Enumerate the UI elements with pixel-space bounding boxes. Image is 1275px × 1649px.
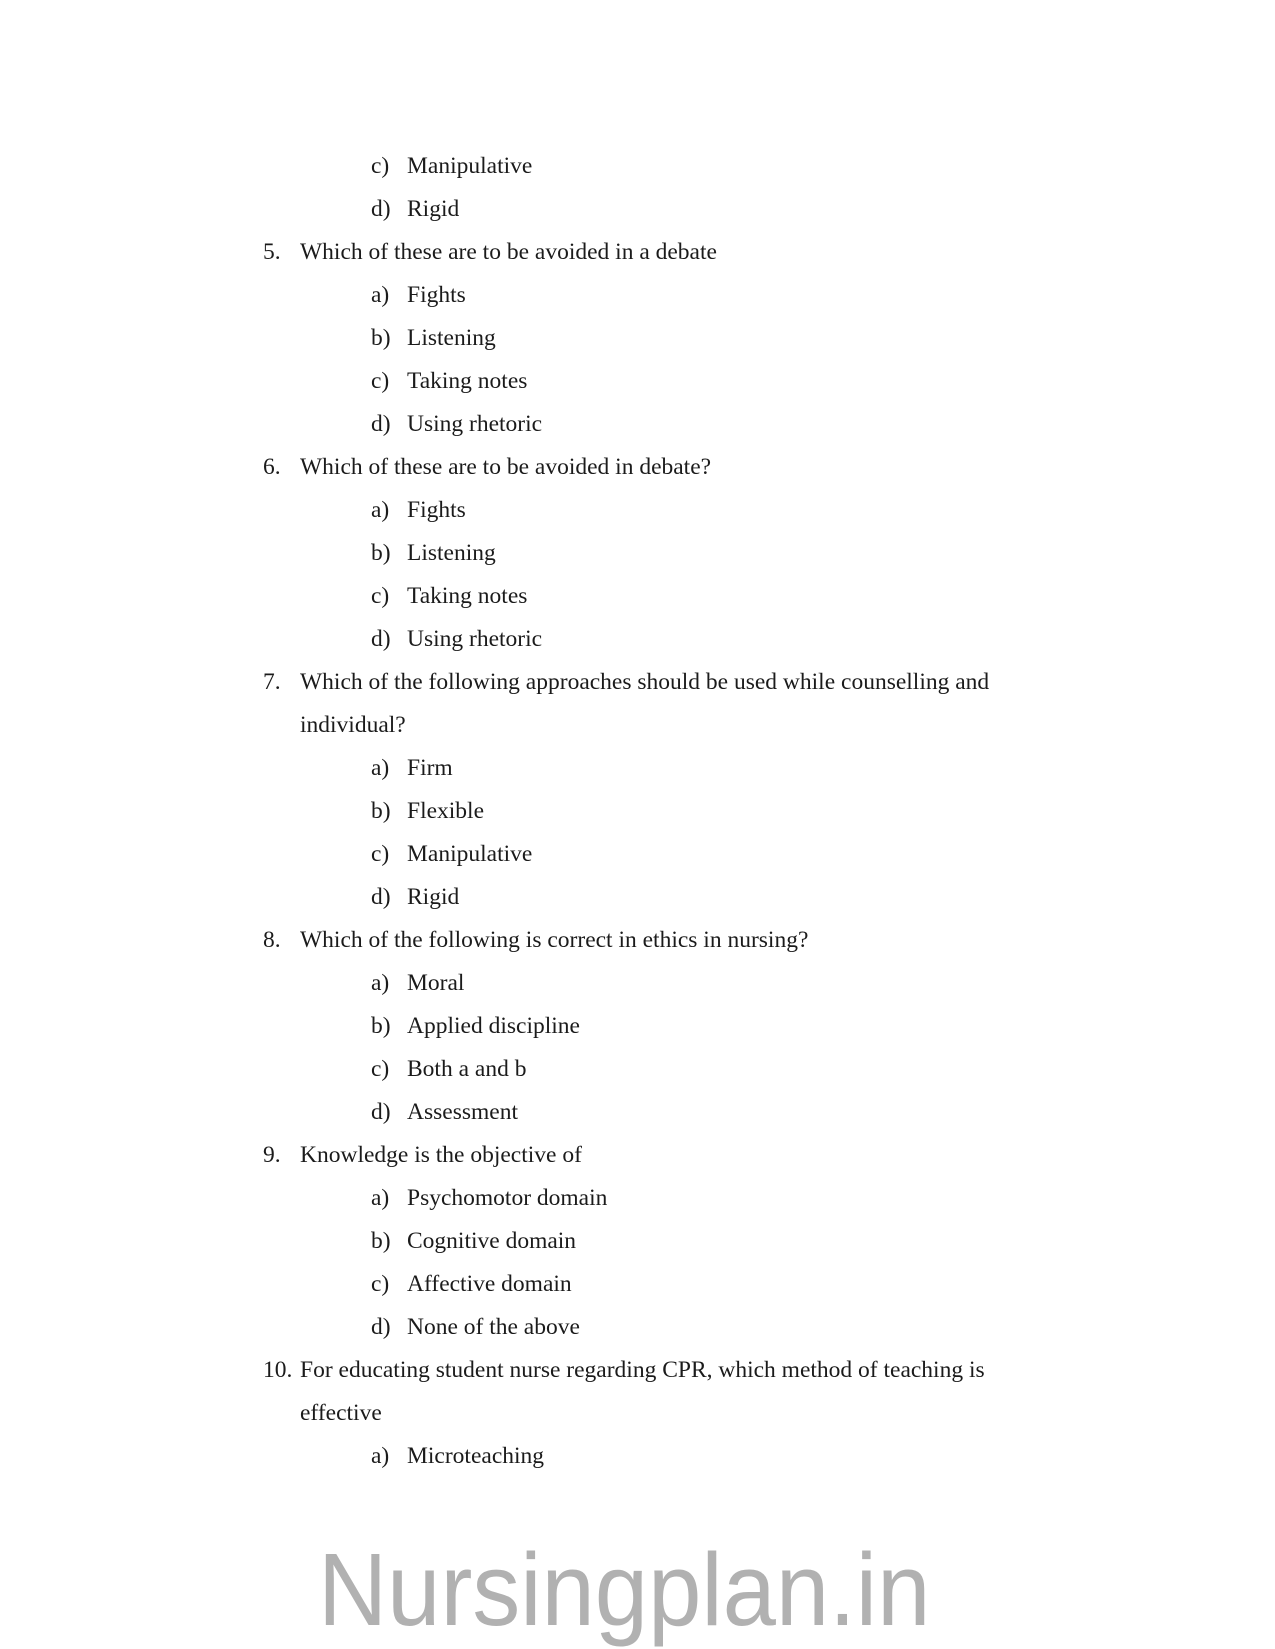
option-text: Rigid (407, 196, 460, 222)
option-text: Microteaching (407, 1443, 545, 1469)
option-item (263, 317, 1245, 360)
option-letter: a) (371, 970, 390, 996)
option-text: Flexible (407, 798, 485, 824)
option-letter: c) (371, 153, 390, 179)
option-item (263, 360, 1245, 403)
option-item (263, 1048, 1245, 1091)
option-text: Taking notes (407, 583, 528, 609)
option-item (263, 1177, 1245, 1220)
option-text: Listening (407, 540, 496, 566)
option-text: Affective domain (407, 1271, 572, 1297)
question-number: 10. (263, 1357, 293, 1383)
option-text: Applied discipline (407, 1013, 580, 1039)
option-text: Using rhetoric (407, 411, 543, 437)
option-text: Moral (407, 970, 465, 996)
option-text: Rigid (407, 884, 460, 910)
option-item (263, 1091, 1245, 1134)
option-letter: d) (371, 1099, 391, 1125)
option-text: Assessment (407, 1099, 518, 1125)
question-line (263, 661, 1245, 704)
option-item (263, 188, 1245, 231)
option-letter: a) (371, 1185, 390, 1211)
question-line (263, 919, 1245, 962)
question-text: Which of these are to be avoided in a debate (300, 239, 717, 265)
option-item (263, 1263, 1245, 1306)
option-item (263, 1220, 1245, 1263)
option-item (263, 1435, 1245, 1478)
option-text: None of the above (407, 1314, 580, 1340)
question-line (263, 231, 1245, 274)
option-item (263, 747, 1245, 790)
option-text: Manipulative (407, 841, 533, 867)
option-item (263, 790, 1245, 833)
option-item (263, 489, 1245, 532)
option-item (263, 962, 1245, 1005)
option-letter: d) (371, 411, 391, 437)
option-text: Firm (407, 755, 453, 781)
option-letter: c) (371, 583, 390, 609)
question-line (263, 446, 1245, 489)
option-letter: d) (371, 884, 391, 910)
option-item (263, 1306, 1245, 1349)
option-text: Psychomotor domain (407, 1185, 608, 1211)
option-text: Using rhetoric (407, 626, 543, 652)
question-line (263, 1134, 1245, 1177)
option-text: Listening (407, 325, 496, 351)
option-item (263, 833, 1245, 876)
option-item (263, 145, 1245, 188)
option-item (263, 532, 1245, 575)
option-item (263, 403, 1245, 446)
question-text: For educating student nurse regarding CPR, which method of teaching is (300, 1357, 985, 1383)
option-item (263, 1005, 1245, 1048)
option-letter: d) (371, 196, 391, 222)
question-number: 6. (263, 454, 281, 480)
option-letter: b) (371, 325, 391, 351)
option-item (263, 618, 1245, 661)
question-line (263, 1349, 1245, 1392)
option-text: Fights (407, 497, 466, 523)
option-text: Fights (407, 282, 466, 308)
question-text: Which of the following is correct in ethics in nursing? (300, 927, 809, 953)
option-item (263, 876, 1245, 919)
option-letter: a) (371, 497, 390, 523)
question-number: 9. (263, 1142, 281, 1168)
question-number: 8. (263, 927, 281, 953)
option-letter: c) (371, 1056, 390, 1082)
option-letter: a) (371, 282, 390, 308)
option-letter: d) (371, 1314, 391, 1340)
option-item (263, 575, 1245, 618)
option-letter: b) (371, 798, 391, 824)
option-text: Manipulative (407, 153, 533, 179)
question-number: 5. (263, 239, 281, 265)
question-number: 7. (263, 669, 281, 695)
option-letter: b) (371, 1013, 391, 1039)
option-letter: b) (371, 1228, 391, 1254)
option-text: Taking notes (407, 368, 528, 394)
option-text: Cognitive domain (407, 1228, 577, 1254)
question-text: Knowledge is the objective of (300, 1142, 582, 1168)
option-text: Both a and b (407, 1056, 527, 1082)
question-text: Which of the following approaches should be used while counselling and (300, 669, 990, 695)
option-letter: c) (371, 368, 390, 394)
option-item (263, 274, 1245, 317)
question-list (263, 145, 1245, 1478)
question-text: Which of these are to be avoided in debate? (300, 454, 712, 480)
option-letter: a) (371, 1443, 390, 1469)
question-text-continuation: individual? (300, 712, 406, 738)
option-letter: d) (371, 626, 391, 652)
option-letter: b) (371, 540, 391, 566)
option-letter: c) (371, 841, 390, 867)
watermark: Nursingplan.in (318, 1532, 931, 1647)
question-text-continuation: effective (300, 1400, 382, 1426)
option-letter: c) (371, 1271, 390, 1297)
option-letter: a) (371, 755, 390, 781)
